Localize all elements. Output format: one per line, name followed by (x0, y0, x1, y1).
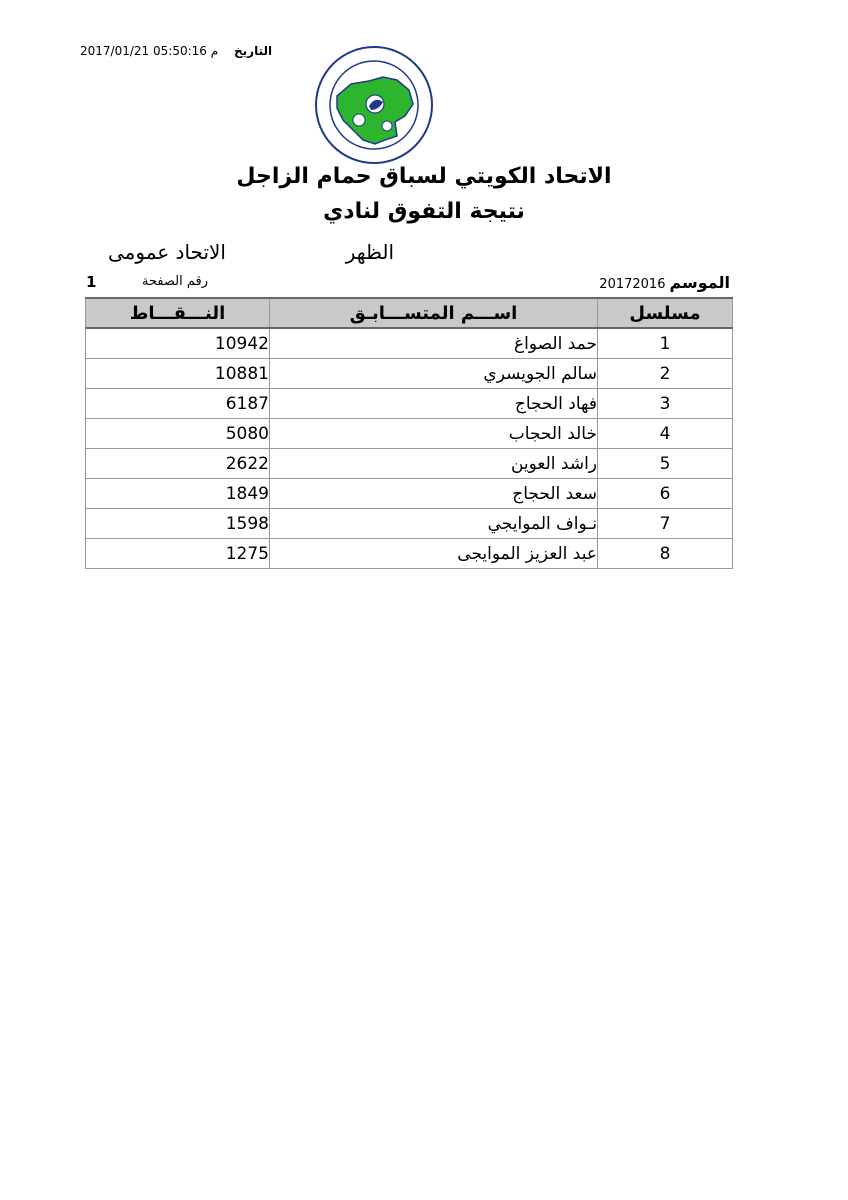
date-suffix: م (210, 44, 219, 58)
season-label: الموسم (669, 273, 730, 292)
page-number: 1 (86, 273, 97, 291)
table-header-row (86, 298, 733, 328)
cell-points: 1598 (86, 509, 270, 539)
date-timestamp: 05:50:16 2017/01/21 (80, 44, 207, 58)
cell-points: 2622 (86, 449, 270, 479)
cell-serial: 5 (598, 449, 733, 479)
cell-serial: 7 (598, 509, 733, 539)
table-row (86, 479, 733, 509)
region-name: الظهر (345, 240, 394, 264)
table-row (86, 328, 733, 359)
cell-name: راشد العوين (270, 449, 598, 479)
table-row (86, 359, 733, 389)
table-row (86, 539, 733, 569)
cell-points: 1849 (86, 479, 270, 509)
table-row (86, 389, 733, 419)
cell-serial: 8 (598, 539, 733, 569)
results-table (85, 297, 733, 569)
federation-name: الاتحاد عمومى (107, 240, 226, 264)
column-header-points: النـــقـــاط (86, 298, 270, 328)
cell-name: سالم الجويسري (270, 359, 598, 389)
cell-serial: 6 (598, 479, 733, 509)
page-title: الاتحاد الكويتي لسباق حمام الزاجل (236, 164, 612, 189)
cell-serial: 4 (598, 419, 733, 449)
table-row (86, 509, 733, 539)
cell-name: حمد الصواغ (270, 328, 598, 359)
cell-points: 10881 (86, 359, 270, 389)
cell-points: 6187 (86, 389, 270, 419)
page-subtitle: نتيجة التفوق لنادي (323, 199, 525, 224)
date-label: التاريخ (234, 44, 273, 58)
cell-name: خالد الحجاب (270, 419, 598, 449)
cell-serial: 3 (598, 389, 733, 419)
cell-points: 10942 (86, 328, 270, 359)
season-info (599, 273, 730, 292)
cell-name: فهاد الحجاج (270, 389, 598, 419)
date-value (80, 44, 222, 58)
federation-logo-seal-icon (313, 44, 435, 166)
column-header-serial: مسلسل (598, 298, 733, 328)
column-header-name: اســـم المتســـابـق (270, 298, 598, 328)
cell-serial: 2 (598, 359, 733, 389)
table-row (86, 419, 733, 449)
table-row (86, 449, 733, 479)
season-value: 20172016 (599, 277, 666, 292)
cell-name: عبد العزيز الموايجى (270, 539, 598, 569)
page-number-info (84, 274, 208, 289)
cell-name: سعد الحجاج (270, 479, 598, 509)
page-number-label: رقم الصفحة (141, 274, 208, 289)
federation-logo (313, 44, 435, 166)
cell-name: نـواف الموايجي (270, 509, 598, 539)
cell-points: 1275 (86, 539, 270, 569)
cell-points: 5080 (86, 419, 270, 449)
cell-serial: 1 (598, 328, 733, 359)
